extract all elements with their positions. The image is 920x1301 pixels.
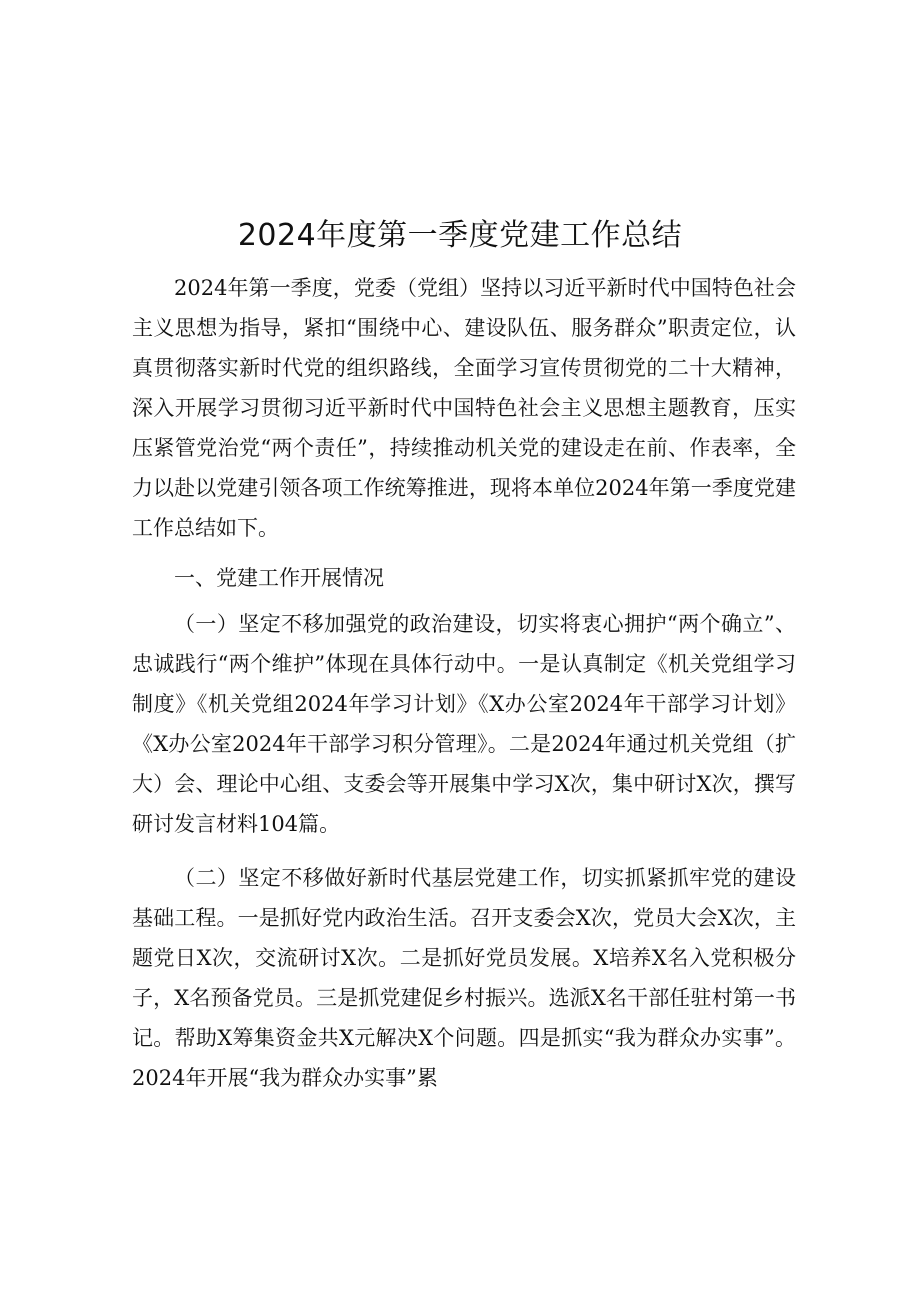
intro-paragraph: 2024年第一季度，党委（党组）坚持以习近平新时代中国特色社会主义思想为指导，紧扣“围绕中心、建设队伍、服务群众”职责定位，认真贯彻落实新时代党的组织路线，全面学习宣传贯彻党的二十大精神，深入开展学习贯彻习近平新时代中国特色社会主义思想主题教育，压实压紧管党治党“两个责任”，持续推动机关党的建设走在前、作表率，全力以赴以党建引领各项工作统筹推进，现将本单位2024年第一季度党建工作总结如下。	[132, 276, 796, 540]
section-heading-1: 一、党建工作开展情况	[174, 566, 384, 590]
subsection-paragraph-1: （一）坚定不移加强党的政治建设，切实将衷心拥护“两个确立”、忠诚践行“两个维护”体现在具体行动中。一是认真制定《机关党组学习制度》《机关党组2024年学习计划》《X办公室2024年干部学习计划》《X办公室2024年干部学习积分管理》。二是2024年通过机关党组（扩大）会、理论中心组、支委会等开展集中学习X次，集中研讨X次，撰写研讨发言材料104篇。	[132, 612, 796, 836]
document-title: 2024年度第一季度党建工作总结	[237, 218, 683, 253]
document-body	[132, 268, 796, 1098]
subsection-paragraph-2: （二）坚定不移做好新时代基层党建工作，切实抓紧抓牢党的建设基础工程。一是抓好党内政治生活。召开支委会X次，党员大会X次，主题党日X次，交流研讨X次。二是抓好党员发展。X培养X名入党积极分子，X名预备党员。三是抓党建促乡村振兴。选派X名干部任驻村第一书记。帮助X筹集资金共X元解决X个问题。四是抓实“我为群众办实事”。2024年开展“我为群众办实事”累	[132, 866, 796, 1090]
